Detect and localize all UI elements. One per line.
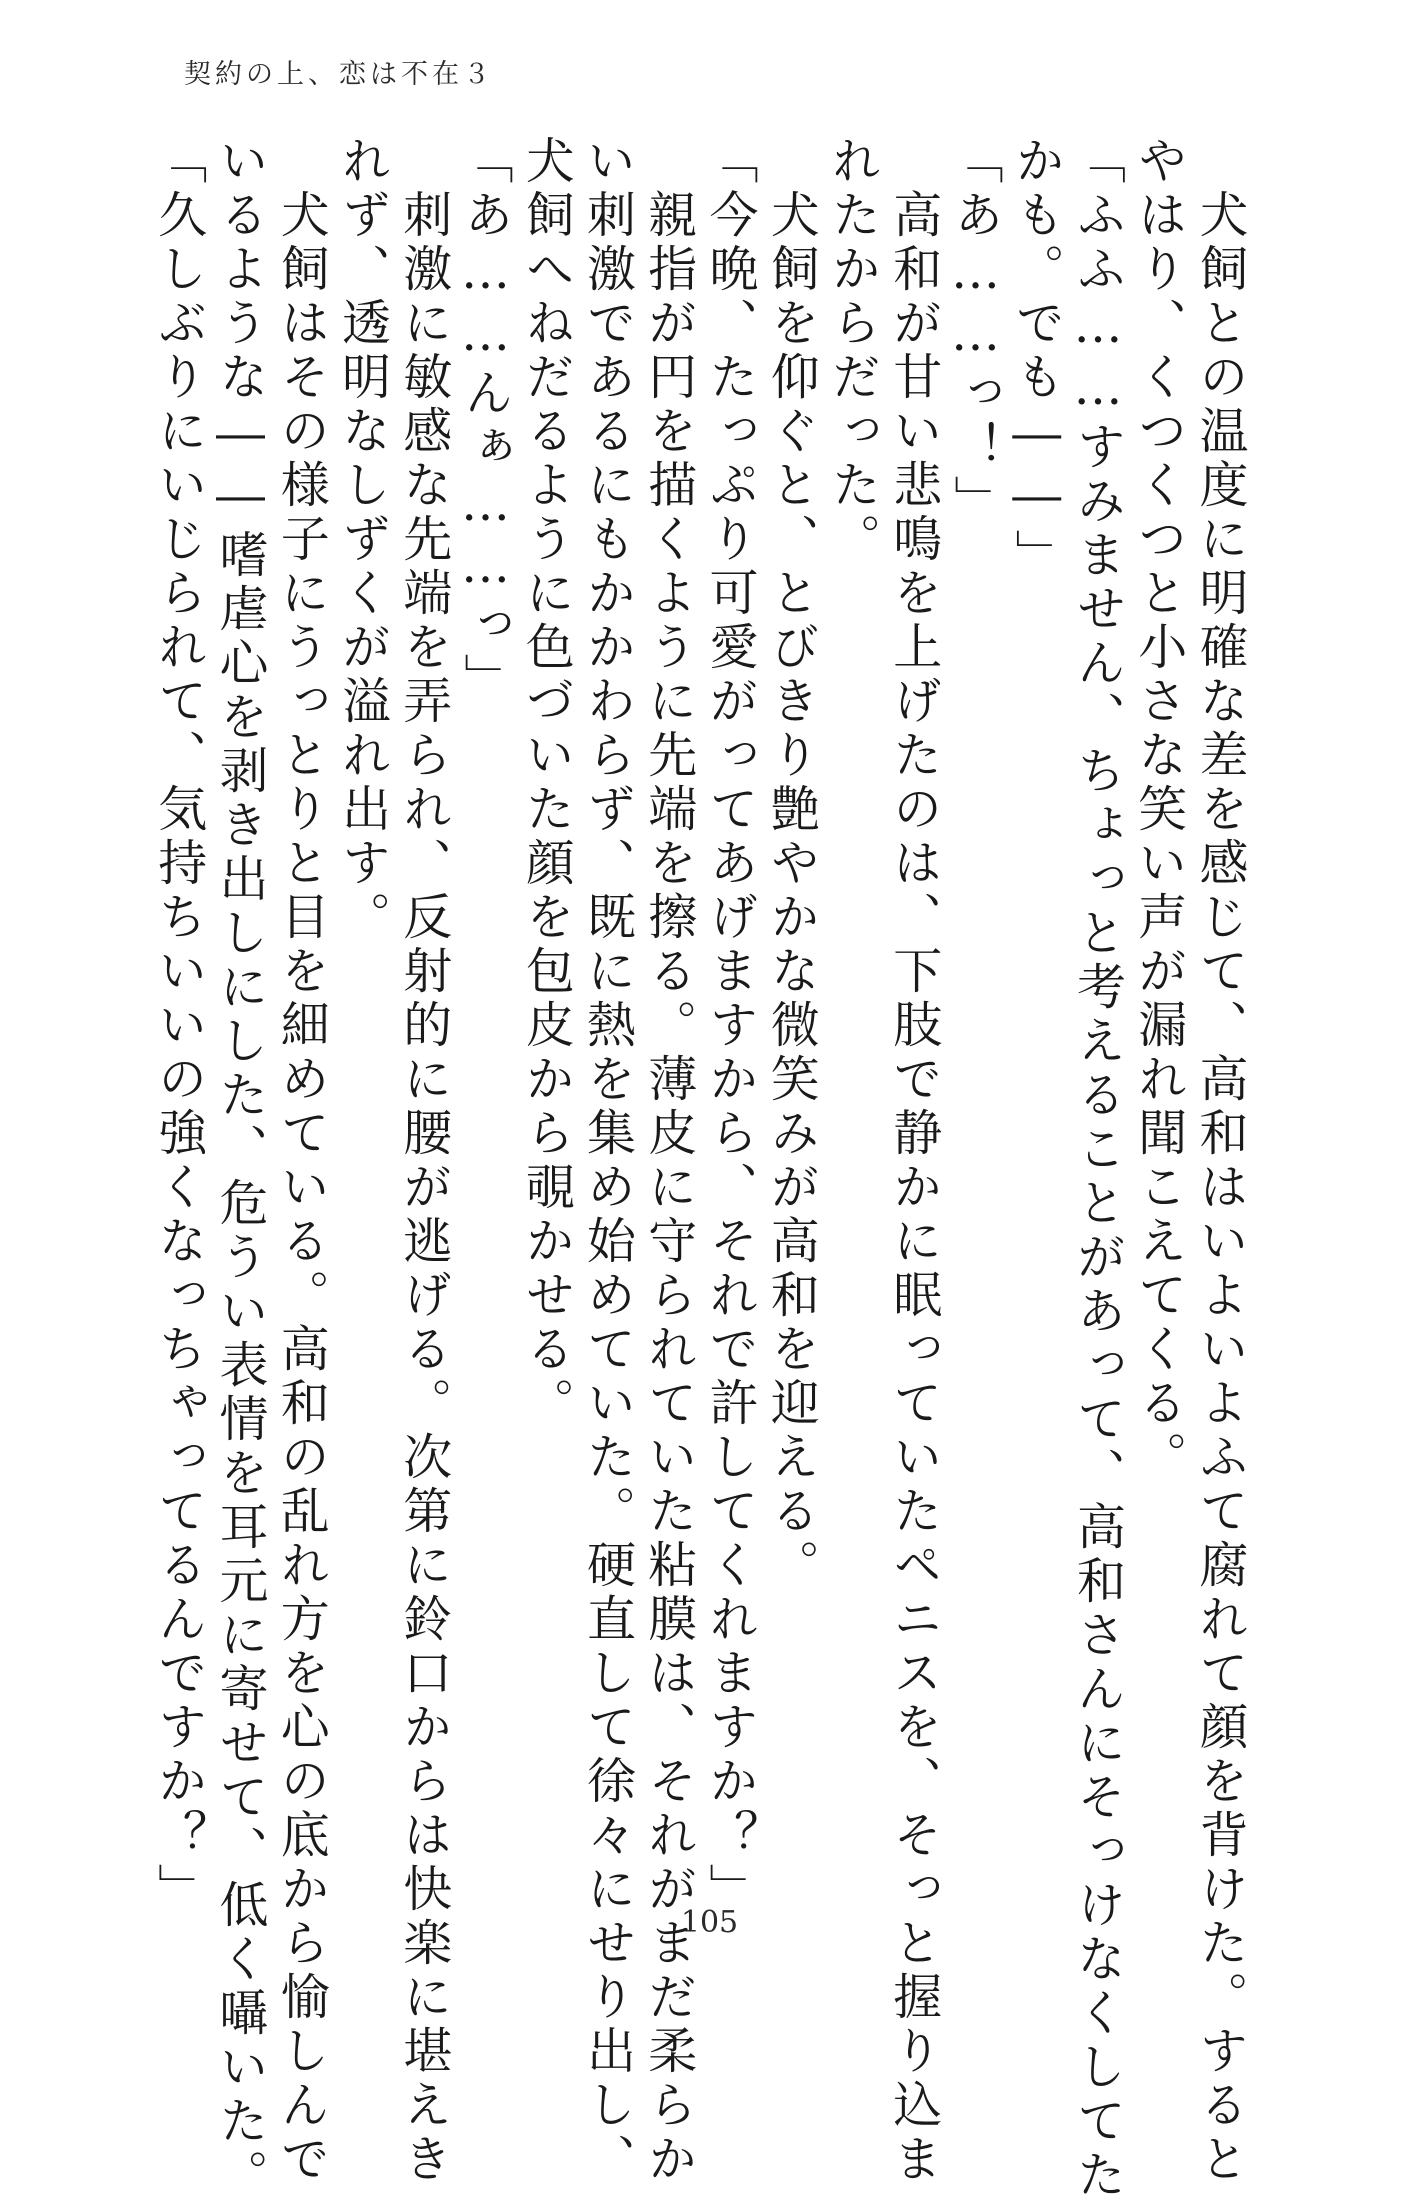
text-line: 犬飼はその様子にうっとりと目を細めている。高和の乱れ方を心の底から愉しんで: [273, 135, 331, 2187]
text-line: 「あ……っ！」: [947, 135, 1004, 529]
text-line: 「あ……んぁ……っ」: [457, 135, 514, 707]
text-line: 高和が甘い悲鳴を上げたのは、下肢で静かに眠っていたペニスを、そっと握り込ま: [885, 135, 943, 2187]
text-line: い刺激であるにもかかわらず、既に熱を集め始めていた。硬直して徐々にせり出し、: [579, 135, 637, 2187]
page-number: 105: [680, 1905, 739, 1940]
text-line: 刺激に敏感な先端を弄られ、反射的に腰が逃げる。次第に鈴口からは快楽に堪えき: [395, 135, 453, 2187]
text-line: 「久しぶりにいじられて、気持ちいいの強くなっちゃってるんですか？」: [150, 135, 208, 1917]
text-line: 犬飼へねだるように色づいた顔を包皮から覗かせる。: [518, 135, 576, 1431]
text-line: いるような――嗜虐心を剥き出しにした、危うい表情を耳元に寄せて、低く囁いた。: [212, 135, 269, 2203]
text-line: れたからだった。: [824, 135, 882, 567]
running-header: 契約の上、恋は不在３: [184, 59, 494, 90]
text-line: 犬飼との温度に明確な差を感じて、高和はいよいよふて腐れて顔を背けた。すると: [1192, 135, 1249, 2187]
text-line: 「ふふ……すみません、ちょっと考えることがあって、高和さんにそっけなくしてた: [1069, 135, 1127, 2203]
text-line: やはり、くつくつと小さな笑い声が漏れ聞こえてくる。: [1130, 135, 1188, 1485]
text-line: 犬飼を仰ぐと、とびきり艶やかな微笑みが高和を迎える。: [763, 135, 821, 1593]
text-line: 親指が円を描くように先端を擦る。薄皮に守られていた粘膜は、それがまだ柔らか: [640, 135, 698, 2187]
text-line: 「今晩、たっぷり可愛がってあげますから、それで許してくれますか？」: [702, 135, 759, 1917]
text-line: れず、透明なしずくが溢れ出す。: [334, 135, 392, 945]
text-line: かも。でも――」: [1008, 135, 1066, 583]
